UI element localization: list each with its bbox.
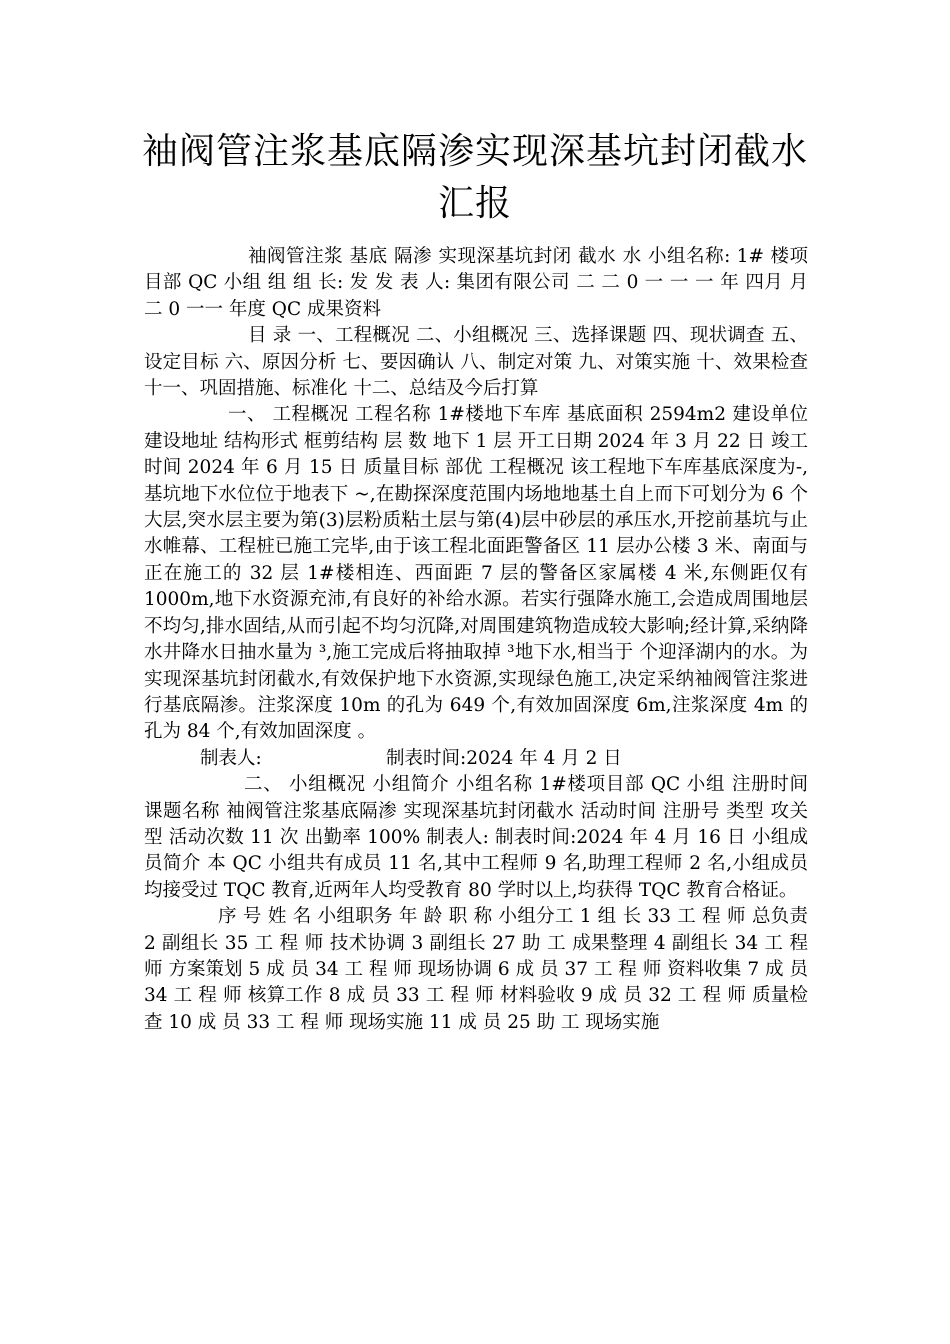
table-date: 制表时间:2024 年 4 月 2 日	[386, 747, 622, 769]
project-overview-paragraph: 一、 工程概况 工程名称 1#楼地下车库 基底面积 2594m2 建设单位 建设地址 结构形式 框剪结构 层 数 地下 1 层 开工日期 2024 年 3 月 22 日 竣工时间 2024 年 6 月 15 日 质量目标 部优 工程概况 该工程地下车库基底深度为-,基坑地下水位位于地表下 ~,在勘探深度范围内场地地基土自上而下可划分为 6 个大层,突水层主要为第(3)层粉质粘土层与第(4)层中砂层的承压水,开挖前基坑与止水帷幕、工程桩已施工完毕,由于该工程北面距警备区 11 层办公楼 3 米、南面与正在施工的 32 层 1#楼相连、西面距 7 层的警备区家属楼 4 米,东侧距仅有 1000m,地下水资源充沛,有良好的补给水源。若实行强降水施工,会造成周围地层不均匀,排水固结,从而引起不均匀沉降,对周围建筑物造成较大影响;经计算,采纳降水井降水日抽水量为 ³,施工完成后将抽取掉 ³地下水,相当于 个迎泽湖内的水。为实现深基坑封闭截水,有效保护地下水资源,实现绿色施工,决定采纳袖阀管注浆进行基底隔渗。注浆深度 10m 的孔为 649 个,有效加固深度 6m,注浆深度 4m 的孔为 84 个,有效加固深度 。	[144, 404, 808, 743]
cover-info-paragraph: 袖阀管注浆 基底 隔渗 实现深基坑封闭 截水 水 小组名称: 1# 楼项目部 QC 小组 组 组 长: 发 发 表 人: 集团有限公司 二 二 0 一 一 一 年 四月 月 二 0 一一 年度 QC 成果资料	[144, 246, 808, 320]
document-body	[144, 244, 808, 1036]
document-title-line1: 袖阀管注浆基底隔渗实现深基坑封闭截水	[141, 131, 808, 172]
group-overview-paragraph: 二、 小组概况 小组简介 小组名称 1#楼项目部 QC 小组 注册时间 课题名称 袖阀管注浆基底隔渗 实现深基坑封闭截水 活动时间 注册号 类型 攻关型 活动次数 11 次 出勤率 100% 制表人: 制表时间:2024 年 4 月 16 日 小组成员简介 本 QC 小组共有成员 11 名,其中工程师 9 名,助理工程师 2 名,小组成员均接受过 TQC 教育,近两年人均受教育 80 学时以上,均获得 TQC 教育合格证。	[144, 774, 808, 901]
document-title-line2: 汇报	[437, 183, 512, 224]
signature-line	[144, 746, 808, 772]
table-maker-label: 制表人:	[200, 747, 262, 769]
member-list-paragraph: 序 号 姓 名 小组职务 年 龄 职 称 小组分工 1 组 长 33 工 程 师 总负责 2 副组长 35 工 程 师 技术协调 3 副组长 27 助 工 成果整理 4 副组长 34 工 程 师 方案策划 5 成 员 34 工 程 师 现场协调 6 成 员 37 工 程 师 资料收集 7 成 员 34 工 程 师 核算工作 8 成 员 33 工 程 师 材料验收 9 成 员 32 工 程 师 质量检查 10 成 员 33 工 程 师 现场实施 11 成 员 25 助 工 现场实施	[144, 906, 808, 1033]
table-of-contents-paragraph: 目 录 一、工程概况 二、小组概况 三、选择课题 四、现状调查 五、设定目标 六、原因分析 七、要因确认 八、制定对策 九、对策实施 十、效果检查 十一、巩固措施、标准化 十二、总结及今后打算	[144, 325, 808, 400]
